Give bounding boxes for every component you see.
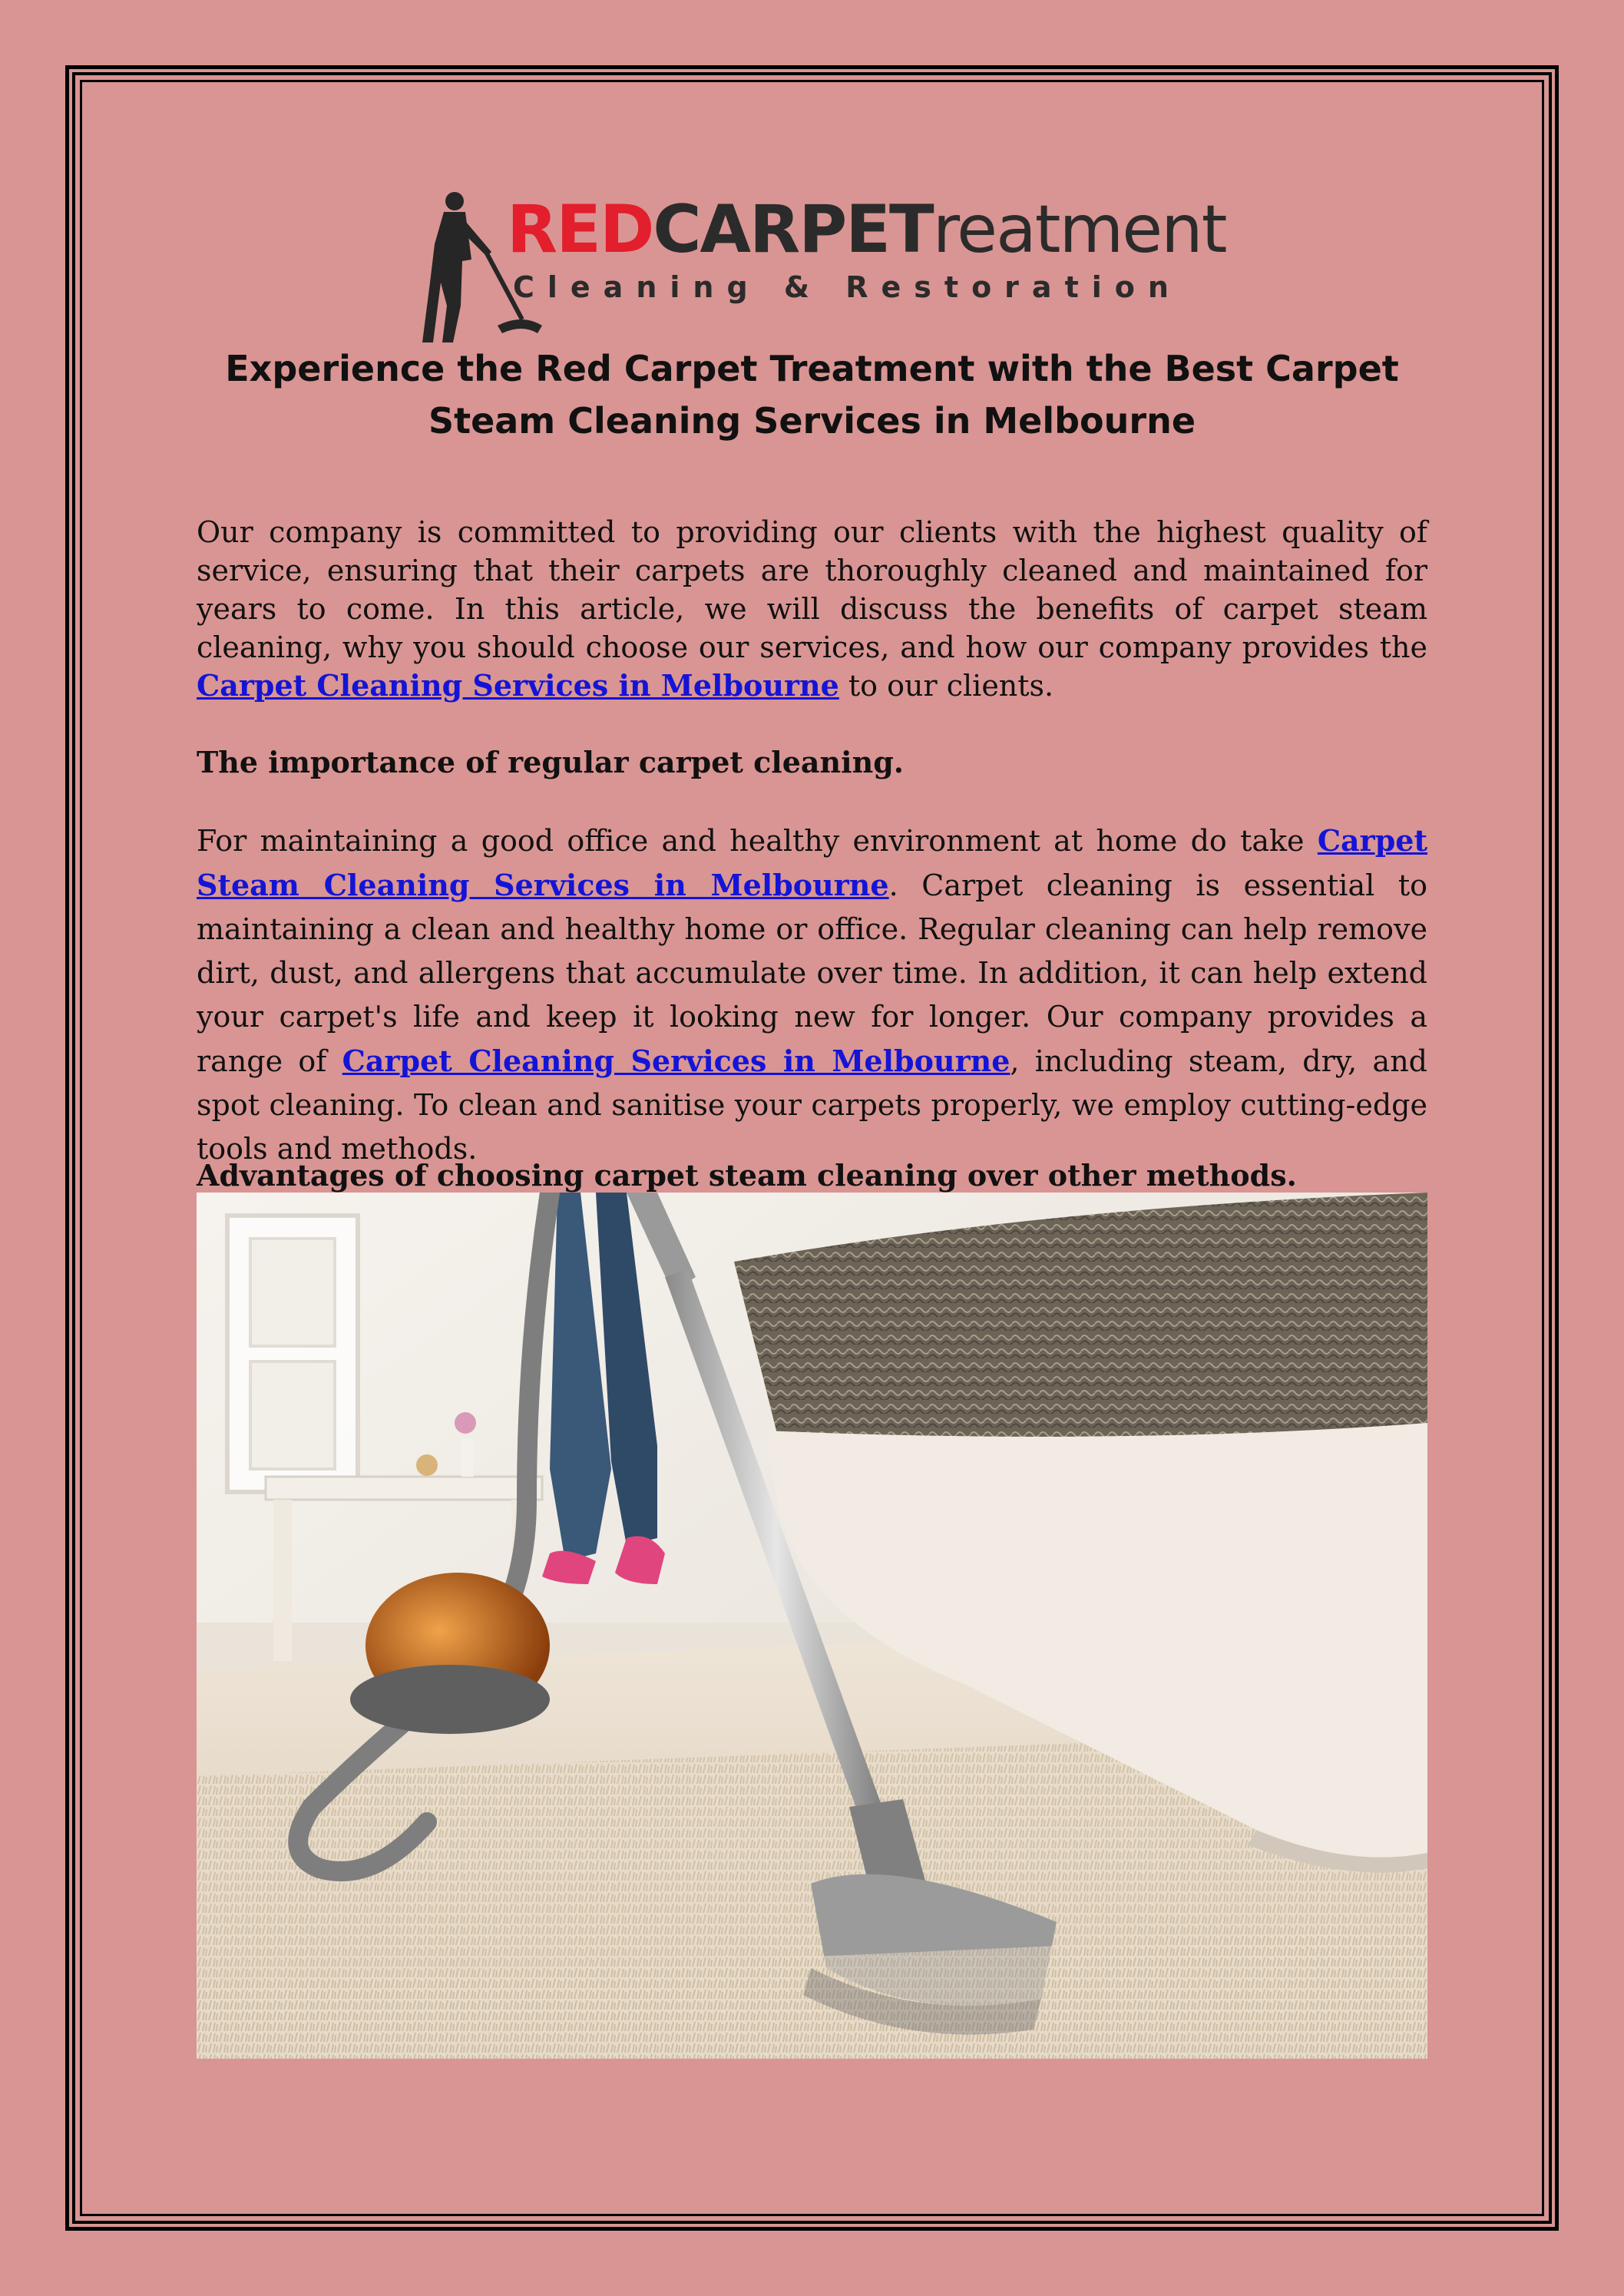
intro-text-before: Our company is committed to providing our clients with the highest quality of service, ensuring that their carpets are thoroughly cleaned and maintained for years to come. In this article, we will discuss the benefits of carpet steam cleaning, why you should choose our services, and how our company provides the [197, 515, 1427, 664]
section-heading-importance: The importance of regular carpet cleaning. [197, 745, 905, 779]
logo-wordmark [507, 191, 1226, 268]
importance-text-b: . Carpet cleaning is essential to maintaining a clean and healthy home or office. Regular cleaning can help remove dirt, dust, and allergens that accumulate over time. In addition, it can help extend your carpet's life and keep it looking new for longer. Our company provides a range of [197, 868, 1427, 1078]
carpet-steam-cleaning-link[interactable]: Carpet Steam Cleaning Services in Melbourne [197, 823, 1427, 902]
carpet-cleaning-services-link-2[interactable]: Carpet Cleaning Services in Melbourne [342, 1044, 1010, 1078]
company-logo [407, 190, 1226, 348]
carpet-cleaning-services-link[interactable]: Carpet Cleaning Services in Melbourne [197, 668, 839, 703]
intro-text-after: to our clients. [838, 669, 1054, 703]
importance-text-c: , including steam, dry, and spot cleaning. To clean and sanitise your carpets properly, we employ cutting-edge tools and methods. [197, 1044, 1427, 1166]
intro-paragraph [197, 513, 1427, 705]
importance-text-a: For maintaining a good office and healthy environment at home do take [197, 824, 1318, 858]
logo-tagline: Cleaning & Restoration [513, 270, 1182, 304]
vacuum-carpet-illustration [197, 1193, 1427, 2059]
logo-word-carpet: CARPET [653, 191, 933, 268]
page-title: Experience the Red Carpet Treatment with the Best Carpet Steam Cleaning Services in Melbourne [225, 348, 1399, 442]
vacuum-carpet-photo [197, 1193, 1427, 2059]
importance-paragraph [197, 819, 1427, 1171]
logo-word-treatment: reatment [932, 191, 1226, 268]
section-heading-advantages: Advantages of choosing carpet steam cleaning over other methods. [197, 1158, 1297, 1193]
logo-word-red: RED [507, 191, 653, 268]
